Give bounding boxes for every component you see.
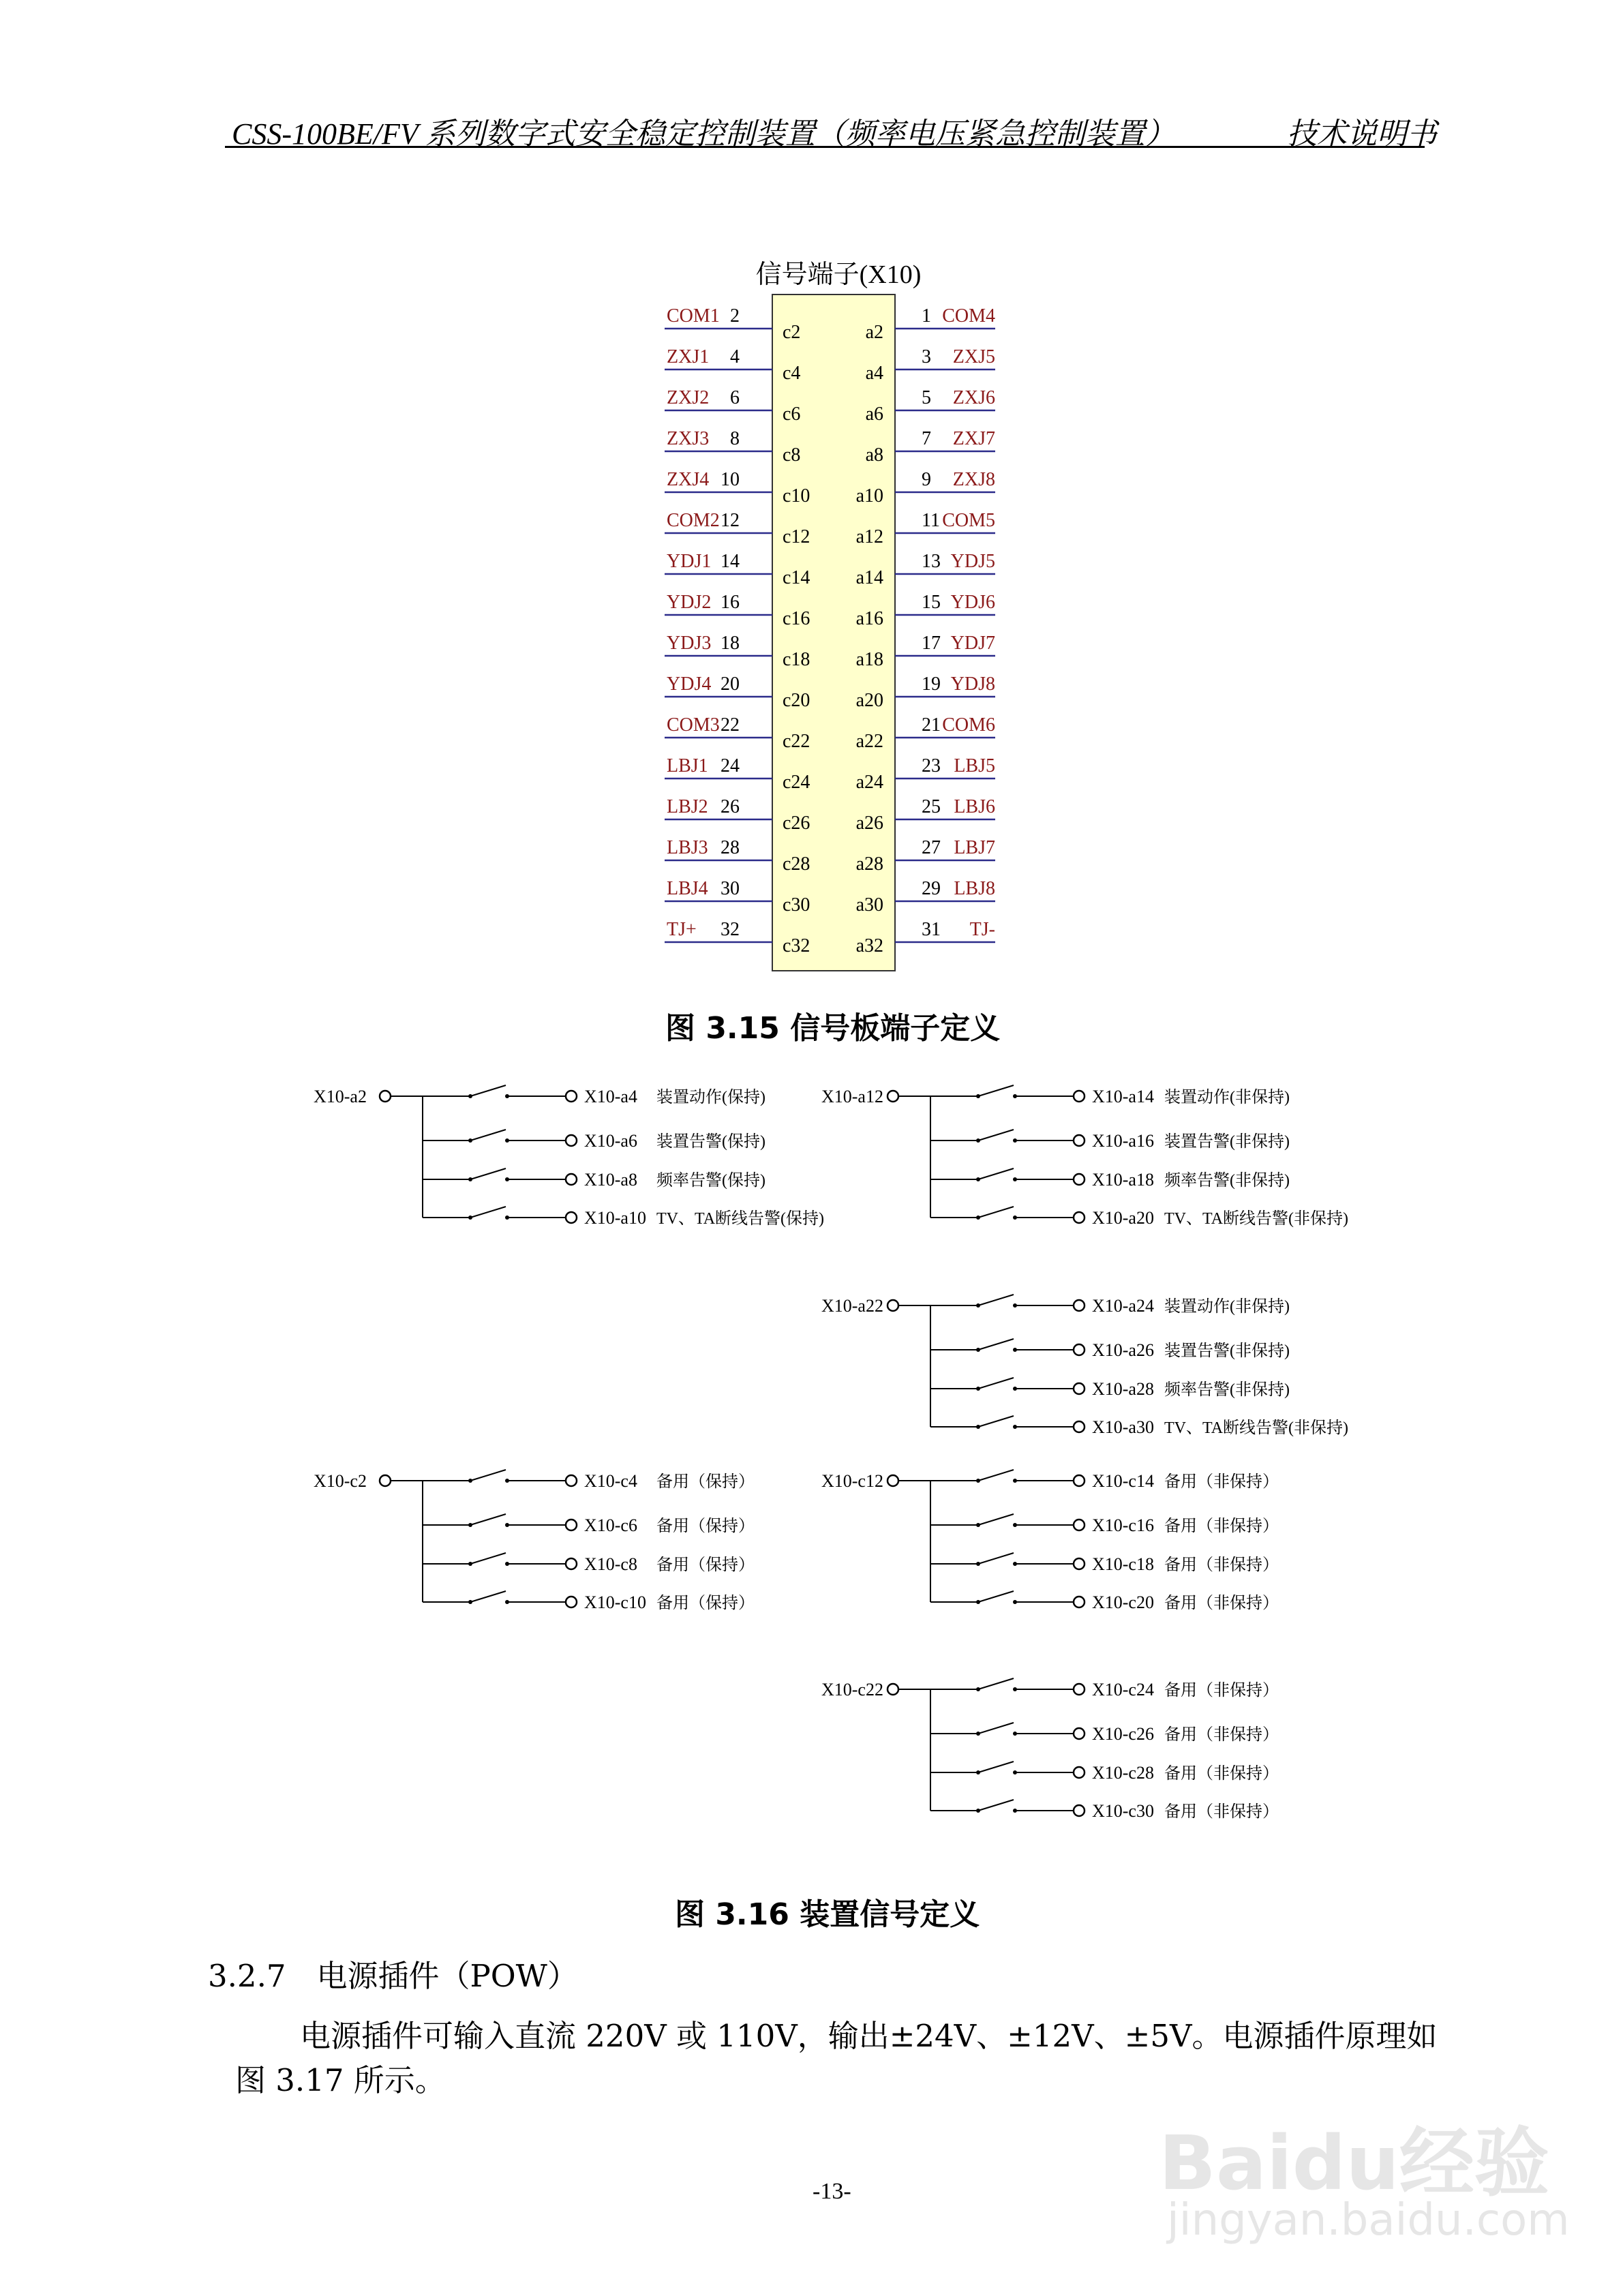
switch-contact-blade <box>470 1085 506 1096</box>
switch-contact-blade <box>470 1470 506 1481</box>
signal-output-label: X10-c26 <box>1092 1724 1154 1744</box>
terminal-right-label: YDJ8 <box>950 674 995 695</box>
signal-output-description: TV、TA断线告警(保持) <box>656 1210 825 1228</box>
figure-3-16-caption: 图 3.16 装置信号定义 <box>675 1897 980 1932</box>
terminal-left-number: 26 <box>721 796 740 817</box>
signal-output-terminal <box>1074 1597 1084 1607</box>
signal-output-description: 备用（非保持） <box>1164 1682 1279 1700</box>
terminal-right-pin: a30 <box>855 894 883 916</box>
signal-output-label: X10-c14 <box>1092 1471 1154 1491</box>
signal-output-terminal <box>566 1558 577 1569</box>
terminal-right-pin: a6 <box>865 404 883 425</box>
terminal-left-number: 10 <box>721 469 740 490</box>
switch-contact-blade <box>978 1207 1014 1218</box>
signal-output-label: X10-a10 <box>584 1208 646 1228</box>
signal-source-terminal <box>380 1091 391 1102</box>
terminal-right-pin: a4 <box>865 363 883 384</box>
terminal-left-label: ZXJ1 <box>667 346 710 367</box>
switch-contact-blade <box>978 1378 1014 1389</box>
terminal-left-label: YDJ2 <box>667 592 712 613</box>
terminal-left-pin: c8 <box>783 444 801 466</box>
signal-source-label: X10-a2 <box>314 1087 367 1106</box>
signal-source-label: X10-c12 <box>821 1471 883 1491</box>
terminal-left-number: 6 <box>730 387 740 408</box>
terminal-left-label: ZXJ3 <box>667 428 710 449</box>
signal-source-label: X10-c22 <box>821 1680 883 1700</box>
terminal-left-pin: c14 <box>783 567 810 588</box>
terminal-left-number: 4 <box>730 346 740 367</box>
terminal-left-label: COM3 <box>667 714 720 736</box>
signal-output-description: 装置动作(非保持) <box>1164 1298 1290 1316</box>
switch-contact-blade <box>978 1085 1014 1096</box>
watermark-brand: Baidu经验 <box>1159 2119 1549 2207</box>
terminal-left-label: LBJ4 <box>667 878 708 899</box>
terminal-left-label: COM2 <box>667 510 720 531</box>
signal-output-label: X10-c18 <box>1092 1554 1154 1574</box>
terminal-left-pin: c28 <box>783 854 810 875</box>
switch-contact-blade <box>470 1591 506 1602</box>
section-heading: 3.2.7 电源插件（POW） <box>208 1958 578 1994</box>
terminal-right-pin: a2 <box>865 322 883 343</box>
terminal-right-number: 31 <box>922 919 941 940</box>
signal-output-terminal <box>566 1212 577 1223</box>
terminal-left-pin: c18 <box>783 649 810 670</box>
signal-output-terminal <box>1074 1558 1084 1569</box>
terminal-right-label: COM4 <box>942 305 995 327</box>
terminal-right-pin: a22 <box>855 731 883 752</box>
switch-contact-blade <box>978 1295 1014 1305</box>
signal-output-terminal <box>1074 1383 1084 1394</box>
signal-output-description: 频率告警(非保持) <box>1164 1381 1290 1399</box>
terminal-right-label: LBJ5 <box>954 755 995 776</box>
signal-output-description: 备用（非保持） <box>1164 1473 1279 1491</box>
terminal-right-label: YDJ5 <box>950 551 995 572</box>
terminal-diagram-title: 信号端子(X10) <box>755 260 922 289</box>
terminal-right-label: LBJ8 <box>954 878 995 899</box>
signal-source-terminal <box>380 1475 391 1486</box>
terminal-right-pin: a24 <box>855 772 883 793</box>
signal-output-description: 备用（非保持） <box>1164 1726 1279 1744</box>
terminal-left-pin: c32 <box>783 935 810 956</box>
terminal-right-number: 9 <box>922 469 931 490</box>
signal-output-label: X10-a6 <box>584 1131 637 1151</box>
terminal-left-pin: c24 <box>783 772 810 793</box>
switch-contact-blade <box>978 1591 1014 1602</box>
terminal-left-label: ZXJ2 <box>667 387 710 408</box>
terminal-right-label: LBJ6 <box>954 796 995 817</box>
section-paragraph-line1: 电源插件可输入直流 220V 或 110V，输出±24V、±12V、±5V。电源插件原理如 <box>300 2018 1438 2054</box>
terminal-left-label: LBJ2 <box>667 796 708 817</box>
terminal-right-number: 23 <box>922 755 941 776</box>
signal-output-description: 备用（非保持） <box>1164 1556 1279 1574</box>
section-paragraph-line2: 图 3.17 所示。 <box>235 2062 446 2098</box>
signal-output-terminal <box>566 1174 577 1185</box>
terminal-left-number: 2 <box>730 305 740 327</box>
terminal-right-number: 19 <box>922 674 941 695</box>
signal-output-terminal <box>1074 1475 1084 1486</box>
switch-contact-blade <box>978 1800 1014 1811</box>
signal-output-label: X10-a26 <box>1092 1340 1154 1360</box>
terminal-right-label: COM6 <box>942 714 995 736</box>
signal-output-description: 备用（非保持） <box>1164 1803 1279 1821</box>
terminal-left-pin: c16 <box>783 608 810 629</box>
signal-output-terminal <box>566 1597 577 1607</box>
terminal-left-number: 30 <box>721 878 740 899</box>
terminal-right-pin: a10 <box>855 485 883 507</box>
signal-output-terminal <box>1074 1344 1084 1355</box>
terminal-left-label: YDJ1 <box>667 551 712 572</box>
terminal-right-pin: a18 <box>855 649 883 670</box>
terminal-right-number: 7 <box>922 428 931 449</box>
signal-output-label: X10-c8 <box>584 1554 637 1574</box>
terminal-left-number: 20 <box>721 674 740 695</box>
terminal-left-label: TJ+ <box>667 919 697 940</box>
signal-output-description: TV、TA断线告警(非保持) <box>1164 1210 1349 1228</box>
terminal-left-pin: c4 <box>783 363 801 384</box>
terminal-diagram <box>0 245 1623 988</box>
signal-output-terminal <box>566 1475 577 1486</box>
terminal-left-number: 28 <box>721 837 740 858</box>
watermark-url: jingyan.baidu.com <box>1167 2195 1570 2246</box>
signal-output-label: X10-a16 <box>1092 1131 1154 1151</box>
signal-output-label: X10-c28 <box>1092 1763 1154 1783</box>
switch-contact-blade <box>470 1130 506 1141</box>
switch-contact-blade <box>978 1678 1014 1689</box>
terminal-right-pin: a20 <box>855 690 883 711</box>
signal-output-label: X10-a28 <box>1092 1379 1154 1399</box>
terminal-left-number: 22 <box>721 714 740 736</box>
signal-output-terminal <box>1074 1520 1084 1530</box>
terminal-left-number: 32 <box>721 919 740 940</box>
switch-contact-blade <box>978 1339 1014 1350</box>
terminal-left-pin: c2 <box>783 322 801 343</box>
signal-output-label: X10-c16 <box>1092 1515 1154 1535</box>
signal-output-label: X10-a14 <box>1092 1087 1154 1106</box>
signal-output-terminal <box>1074 1135 1084 1146</box>
terminal-left-pin: c12 <box>783 526 810 547</box>
switch-contact-blade <box>470 1207 506 1218</box>
terminal-right-label: YDJ6 <box>950 592 995 613</box>
signal-source-terminal <box>888 1091 898 1102</box>
signal-output-description: 备用（保持） <box>656 1556 755 1574</box>
signal-output-terminal <box>566 1091 577 1102</box>
terminal-right-number: 21 <box>922 714 941 736</box>
terminal-left-label: ZXJ4 <box>667 469 710 490</box>
signal-output-terminal <box>1074 1728 1084 1739</box>
terminal-right-label: YDJ7 <box>950 633 995 654</box>
signal-source-label: X10-c2 <box>314 1471 367 1491</box>
signal-output-description: 装置动作(非保持) <box>1164 1089 1290 1106</box>
signal-source-terminal <box>888 1684 898 1695</box>
switch-contact-blade <box>470 1553 506 1564</box>
terminal-right-label: ZXJ6 <box>952 387 995 408</box>
signal-output-description: 装置动作(保持) <box>656 1089 765 1106</box>
signal-output-label: X10-c10 <box>584 1592 646 1612</box>
header-rule <box>225 146 1425 148</box>
terminal-right-label: ZXJ8 <box>952 469 995 490</box>
signal-output-label: X10-c6 <box>584 1515 637 1535</box>
switch-contact-blade <box>978 1416 1014 1427</box>
terminal-left-pin: c10 <box>783 485 810 507</box>
terminal-left-number: 14 <box>721 551 740 572</box>
signal-output-description: 装置告警(保持) <box>656 1133 765 1151</box>
signal-output-terminal <box>1074 1300 1084 1311</box>
signal-output-label: X10-c24 <box>1092 1680 1154 1700</box>
signal-output-label: X10-a4 <box>584 1087 637 1106</box>
signal-source-terminal <box>888 1300 898 1311</box>
terminal-left-number: 12 <box>721 510 740 531</box>
signal-output-terminal <box>1074 1684 1084 1695</box>
signal-output-description: 备用（非保持） <box>1164 1595 1279 1612</box>
switch-contact-blade <box>470 1514 506 1525</box>
terminal-left-number: 18 <box>721 633 740 654</box>
signal-output-description: 备用（保持） <box>656 1595 755 1612</box>
signal-output-terminal <box>566 1135 577 1146</box>
signal-output-label: X10-a8 <box>584 1170 637 1190</box>
terminal-right-number: 25 <box>922 796 941 817</box>
signal-output-description: 备用（非保持） <box>1164 1517 1279 1535</box>
terminal-right-number: 15 <box>922 592 941 613</box>
terminal-right-number: 27 <box>922 837 941 858</box>
terminal-right-pin: a12 <box>855 526 883 547</box>
terminal-right-label: COM5 <box>942 510 995 531</box>
terminal-right-label: LBJ7 <box>954 837 995 858</box>
signal-output-description: 备用（非保持） <box>1164 1765 1279 1783</box>
terminal-left-label: COM1 <box>667 305 720 327</box>
terminal-left-label: YDJ3 <box>667 633 712 654</box>
terminal-right-pin: a26 <box>855 813 883 834</box>
terminal-right-number: 11 <box>922 510 940 531</box>
terminal-right-pin: a14 <box>855 567 883 588</box>
terminal-right-pin: a32 <box>855 935 883 956</box>
terminal-left-number: 16 <box>721 592 740 613</box>
signal-output-description: 备用（保持） <box>656 1473 755 1491</box>
signal-output-terminal <box>1074 1174 1084 1185</box>
terminal-left-label: YDJ4 <box>667 674 712 695</box>
terminal-right-pin: a8 <box>865 444 883 466</box>
figure-3-15-caption: 图 3.15 信号板端子定义 <box>665 1011 1001 1046</box>
terminal-right-number: 17 <box>922 633 941 654</box>
switch-contact-blade <box>978 1470 1014 1481</box>
terminal-left-label: LBJ1 <box>667 755 708 776</box>
signal-output-label: X10-a18 <box>1092 1170 1154 1190</box>
signal-output-label: X10-a30 <box>1092 1417 1154 1437</box>
terminal-right-label: ZXJ5 <box>952 346 995 367</box>
switch-contact-blade <box>978 1168 1014 1179</box>
signal-output-label: X10-c30 <box>1092 1801 1154 1821</box>
header-title: CSS-100BE/FV 系列数字式安全稳定控制装置（频率电压紧急控制装置） <box>232 117 1175 151</box>
terminal-right-number: 5 <box>922 387 931 408</box>
signal-output-description: 频率告警(非保持) <box>1164 1172 1290 1190</box>
signal-source-terminal <box>888 1475 898 1486</box>
terminal-left-pin: c30 <box>783 894 810 916</box>
signal-output-description: 频率告警(保持) <box>656 1172 765 1190</box>
terminal-left-pin: c22 <box>783 731 810 752</box>
page-number: -13- <box>813 2179 851 2204</box>
signal-output-description: 备用（保持） <box>656 1517 755 1535</box>
terminal-left-label: LBJ3 <box>667 837 708 858</box>
terminal-left-number: 24 <box>721 755 740 776</box>
terminal-right-number: 13 <box>922 551 941 572</box>
terminal-right-pin: a16 <box>855 608 883 629</box>
signal-output-terminal <box>1074 1212 1084 1223</box>
switch-contact-blade <box>470 1168 506 1179</box>
signal-definition-diagram <box>0 1063 1623 1847</box>
terminal-left-pin: c6 <box>783 404 801 425</box>
signal-output-label: X10-a20 <box>1092 1208 1154 1228</box>
signal-source-label: X10-a22 <box>821 1296 883 1316</box>
signal-output-description: 装置告警(非保持) <box>1164 1133 1290 1151</box>
signal-output-description: 装置告警(非保持) <box>1164 1342 1290 1360</box>
terminal-right-label: ZXJ7 <box>952 428 995 449</box>
signal-output-label: X10-c4 <box>584 1471 637 1491</box>
switch-contact-blade <box>978 1723 1014 1734</box>
switch-contact-blade <box>978 1553 1014 1564</box>
terminal-left-pin: c26 <box>783 813 810 834</box>
signal-output-terminal <box>566 1520 577 1530</box>
signal-output-terminal <box>1074 1091 1084 1102</box>
switch-contact-blade <box>978 1762 1014 1772</box>
switch-contact-blade <box>978 1514 1014 1525</box>
terminal-left-pin: c20 <box>783 690 810 711</box>
switch-contact-blade <box>978 1130 1014 1141</box>
terminal-right-label: TJ- <box>969 919 995 940</box>
signal-output-label: X10-c20 <box>1092 1592 1154 1612</box>
signal-output-terminal <box>1074 1421 1084 1432</box>
signal-output-description: TV、TA断线告警(非保持) <box>1164 1419 1349 1437</box>
header-doc-type: 技术说明书 <box>1287 117 1437 151</box>
terminal-right-number: 29 <box>922 878 941 899</box>
signal-output-terminal <box>1074 1805 1084 1816</box>
signal-output-label: X10-a24 <box>1092 1296 1154 1316</box>
signal-output-terminal <box>1074 1767 1084 1778</box>
terminal-left-number: 8 <box>730 428 740 449</box>
terminal-right-number: 1 <box>922 305 931 327</box>
signal-source-label: X10-a12 <box>821 1087 883 1106</box>
terminal-right-number: 3 <box>922 346 931 367</box>
terminal-right-pin: a28 <box>855 854 883 875</box>
